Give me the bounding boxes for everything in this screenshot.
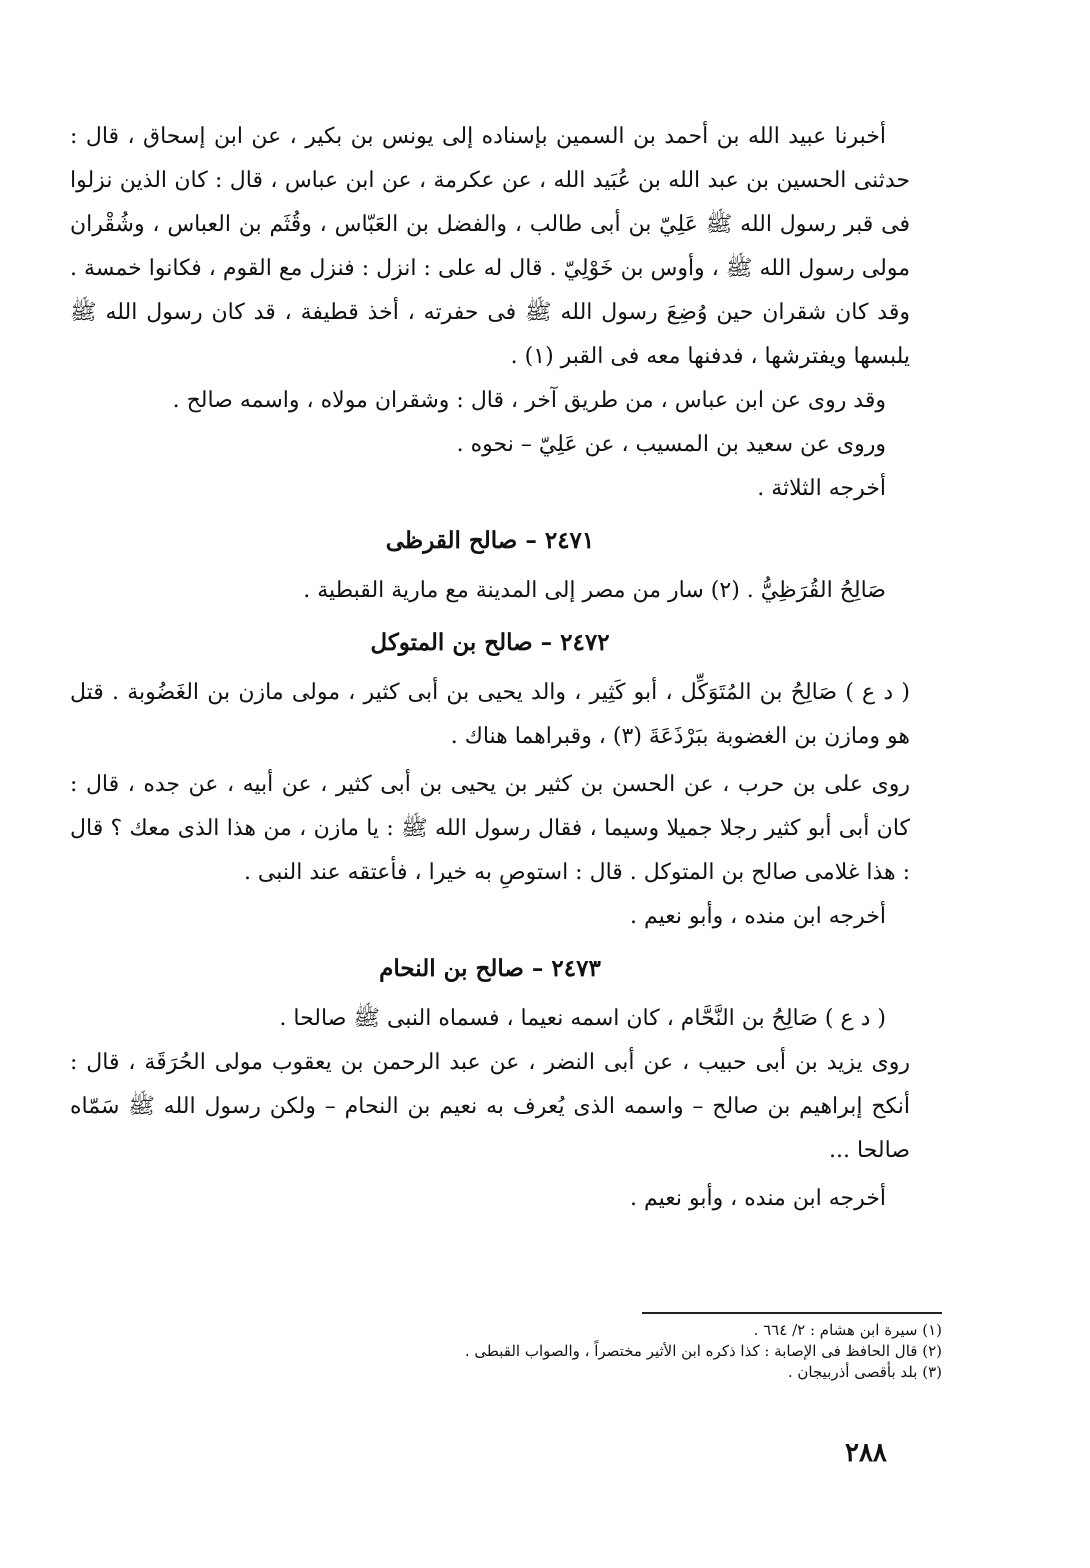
footnote-3: (٣) بلد بأقصى أذربيجان . (787, 1363, 942, 1381)
entry-heading-2471: ٢٤٧١ – صالح القرظى (385, 527, 595, 554)
footnote-list (182, 1320, 942, 1383)
paragraph-takhrij-3: أخرجه ابن منده ، وأبو نعيم . (629, 1186, 886, 1211)
paragraph-shuqran-burial: أخبرنا عبيد الله بن أحمد بن السمين بإسناده إلى يونس بن بكير ، عن ابن إسحاق ، قال : حدثنى الحسين بن عبد الله بن عُبَيد الله ، عن عكرمة ، عن ابن عباس ، قال : كان الذين نزلوا فى قبر رسول الله ﷺ عَلِيّ بن أبى طالب ، والفضل بن العَبّاس ، وقُثَم بن العباس ، وشُقْران مولى رسول الله ﷺ ، وأوس بن خَوْلِيّ . قال له على : انزل : فنزل مع القوم ، فكانوا خمسة . وقد كان شقران حين وُضِعَ رسول الله ﷺ فى حفرته ، أخذ قطيفة ، قد كان رسول الله ﷺ يلبسها ويفترشها ، فدفنها معه فى القبر (١) . (70, 124, 910, 369)
paragraph-ibn-musayyib-narration: وروى عن سعيد بن المسيب ، عن عَلِيّ – نحوه . (456, 432, 886, 457)
paragraph-salih-mutawakkil: ( د ع ) صَالِحُ بن المُتَوَكِّل ، أبو كَثِير ، والد يحيى بن أبى كثير ، مولى مازن بن الغَضُوبة . قتل هو ومازن بن الغضوبة ببَرْذَعَةَ (٣) ، وقبراهما هناك . (70, 680, 910, 749)
paragraph-ali-ibn-harb-narration: روى على بن حرب ، عن الحسن بن كثير بن يحيى بن أبى كثير ، عن أبيه ، عن جده ، قال : كان أبى أبو كثير رجلا جميلا وسيما ، فقال رسول الله ﷺ : يا مازن ، من هذا الذى معك ؟ قال : هذا غلامى صالح بن المتوكل . قال : استوصِ به خيرا ، فأعتقه عند النبى . (70, 772, 910, 885)
paragraph-yazid-narration: روى يزيد بن أبى حبيب ، عن أبى النضر ، عن عبد الرحمن بن يعقوب مولى الحُرَقَة ، قال : أنكح إبراهيم بن صالح – واسمه الذى يُعرف به نعيم بن النحام – ولكن رسول الله ﷺ سَمّاه صالحا ... (70, 1050, 910, 1163)
paragraph-takhrij-2: أخرجه ابن منده ، وأبو نعيم . (629, 904, 886, 929)
page-number: ٢٨٨ (845, 1438, 887, 1468)
paragraph-salih-qurazi: صَالِحُ القُرَظِيُّ . (٢) سار من مصر إلى المدينة مع مارية القبطية . (303, 578, 886, 603)
footnote-1: (١) سيرة ابن هشام : ٢/ ٦٦٤ . (753, 1321, 942, 1339)
page-body (70, 115, 910, 1221)
footnote-separator (642, 1312, 942, 1314)
entry-heading-2473: ٢٤٧٣ – صالح بن النحام (379, 955, 601, 982)
paragraph-takhrij-1: أخرجه الثلاثة . (757, 476, 886, 501)
paragraph-salih-nahham: ( د ع ) صَالِحُ بن النَّحَّام ، كان اسمه نعيما ، فسماه النبى ﷺ صالحا . (279, 1006, 886, 1031)
paragraph-ibn-abbas-narration: وقد روى عن ابن عباس ، من طريق آخر ، قال : وشقران مولاه ، واسمه صالح . (172, 388, 886, 413)
footnote-2: (٢) قال الحافظ فى الإصابة : كذا ذكره ابن الأثير مختصراً ، والصواب القبطى . (464, 1342, 942, 1360)
entry-heading-2472: ٢٤٧٢ – صالح بن المتوكل (370, 629, 610, 656)
